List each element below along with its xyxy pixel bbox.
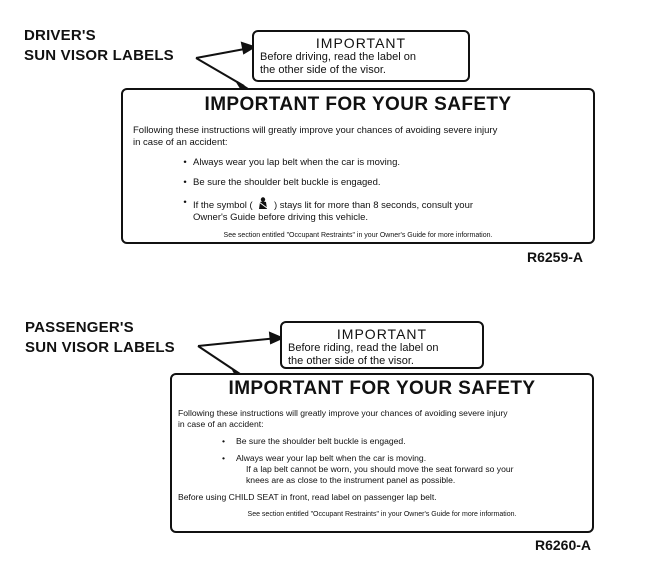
passenger-heading-line2: SUN VISOR LABELS <box>25 339 175 356</box>
passenger-visor-heading <box>25 318 175 358</box>
passenger-arrow-to-small <box>198 338 278 346</box>
driver-small-text-line1: Before driving, read the label on <box>260 51 416 63</box>
driver-big-title: IMPORTANT FOR YOUR SAFETY <box>204 94 512 115</box>
bullet-dot-icon: • <box>222 436 226 446</box>
passenger-small-text-line2: the other side of the visor. <box>288 355 414 367</box>
seatbelt-warning-icon <box>256 197 270 210</box>
passenger-bullet-1-text: Be sure the shoulder belt buckle is engaged. <box>236 436 406 446</box>
driver-intro-line2: in case of an accident: <box>133 137 228 148</box>
bullet-dot-icon: • <box>183 177 187 188</box>
driver-heading-line1: DRIVER'S <box>24 27 96 44</box>
driver-arrow-to-small <box>196 48 250 58</box>
driver-bullet-1 <box>177 157 583 169</box>
passenger-small-title: IMPORTANT <box>336 326 428 342</box>
passenger-bullet-2 <box>222 453 586 486</box>
passenger-big-title: IMPORTANT FOR YOUR SAFETY <box>228 378 536 399</box>
passenger-bullet-2-line1: Always wear your lap belt when the car is moving. <box>236 453 427 463</box>
driver-small-label <box>252 30 470 82</box>
driver-intro-line1: Following these instructions will greatly improve your chances of avoiding severe injury <box>133 125 498 136</box>
driver-label-code: R6259-A <box>527 249 584 265</box>
driver-bullet-3-text-a: If the symbol ( <box>193 200 253 211</box>
driver-heading-line2: SUN VISOR LABELS <box>24 47 174 64</box>
driver-bullet-3 <box>177 197 583 224</box>
passenger-bullet-2-line3: knees are as close to the instrument panel as possible. <box>246 475 456 485</box>
bullet-dot-icon: • <box>183 197 187 208</box>
driver-small-title: IMPORTANT <box>315 35 407 51</box>
bullet-dot-icon: • <box>183 157 187 168</box>
passenger-small-label <box>280 321 484 369</box>
passenger-footnote: See section entitled "Occupant Restraints" in your Owner's Guide for more information. <box>247 511 517 518</box>
bullet-dot-icon: • <box>222 453 226 463</box>
passenger-bullet-2-line2: If a lap belt cannot be worn, you should move the seat forward so your <box>246 464 514 474</box>
passenger-bullet-1 <box>222 436 586 447</box>
driver-bullet-3-text-c: Owner's Guide before driving this vehicle. <box>193 212 369 223</box>
driver-footnote: See section entitled "Occupant Restraints" in your Owner's Guide for more information. <box>223 232 493 239</box>
driver-bullet-2-text: Be sure the shoulder belt buckle is engaged. <box>193 177 381 188</box>
driver-bullet-3-text-b: ) stays lit for more than 8 seconds, consult your <box>273 200 474 211</box>
passenger-big-label <box>170 373 594 533</box>
passenger-intro-line2: in case of an accident: <box>178 419 264 429</box>
passenger-heading-line1: PASSENGER'S <box>25 319 134 336</box>
driver-small-text-line2: the other side of the visor. <box>260 64 386 76</box>
passenger-intro-line1: Following these instructions will greatly improve your chances of avoiding severe injury <box>178 408 508 418</box>
passenger-child-seat-note: Before using CHILD SEAT in front, read label on passenger lap belt. <box>178 492 437 502</box>
passenger-label-code: R6260-A <box>535 537 592 553</box>
driver-bullet-2 <box>177 177 583 189</box>
driver-bullet-1-text: Always wear you lap belt when the car is moving. <box>193 157 400 168</box>
driver-big-label <box>121 88 595 244</box>
driver-arrow-to-big <box>196 58 244 86</box>
passenger-small-text-line1: Before riding, read the label on <box>288 342 439 354</box>
